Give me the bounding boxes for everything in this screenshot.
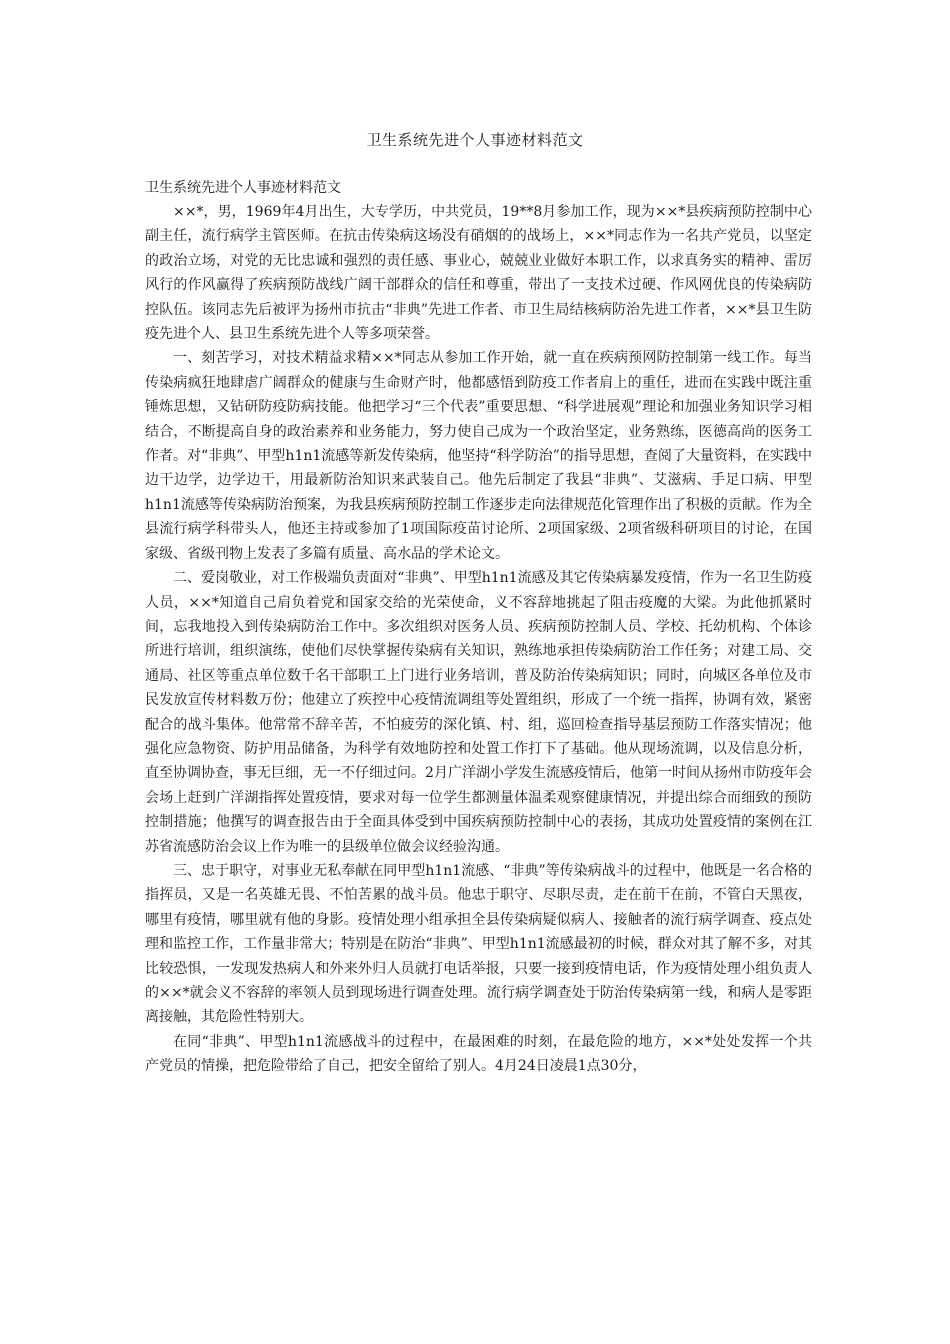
paragraph-section-1: 一、刻苦学习，对技术精益求精××*同志从参加工作开始，就一直在疾病预网防控制第一线工作。每当传染病疯狂地肆虐广阔群众的健康与生命财产时，他都感悟到防疫工作者肩上的重任，进而在实践中既注重锤炼思想，又钻研防疫防病技能。他把学习“三个代表”重要思想、“科学进展观”理论和加强业务知识学习相结合，不断提高自身的政治素养和业务能力，努力使自己成为一个政治坚定，业务熟练，医德高尚的医务工作者。对“非典”、甲型h1n1流感等新发传染病，他坚持“科学防治”的指导思想，查阅了大量资料，在实践中边干边学，边学边干，用最新防治知识来武装自己。他先后制定了我县“非典”、艾滋病、手足口病、甲型h1n1流感等传染病防治预案，为我县疾病预防控制工作逐步走向法律规范化管理作出了积极的贡献。作为全县流行病学科带头人，他还主持或参加了1项国际疫苗讨论所、2项国家级、2项省级科研项目的讨论，在国家级、省级刊物上发表了多篇有质量、高水品的学术论文。 [145,350,812,562]
document-title: 卫生系统先进个人事迹材料范文 [366,131,584,149]
document-body [145,176,812,1079]
document-subtitle: 卫生系统先进个人事迹材料范文 [145,180,341,196]
paragraph-intro: ××*，男，1969年4月出生，大专学历，中共党员，19**8月参加工作，现为××*县疾病预防控制中心副主任，流行病学主管医师。在抗击传染病这场没有硝烟的的战场上，××*同志作为一名共产党员，以坚定的政治立场，对党的无比忠诚和强烈的责任感、事业心，兢兢业业做好本职工作，以求真务实的精神、雷厉风行的作风赢得了疾病预防战线广阔干部群众的信任和尊重，带出了一支技术过硬、作风网优良的传染病防控队伍。该同志先后被评为扬州市抗击“非典”先进工作者、市卫生局结核病防治先进工作者，××*县卫生防疫先进个人、县卫生系统先进个人等多项荣誉。 [145,204,812,343]
paragraph-section-2: 二、爱岗敬业，对工作极端负责面对“非典”、甲型h1n1流感及其它传染病暴发疫情，作为一名卫生防疫人员，××*知道自己肩负着党和国家交给的光荣使命，义不容辞地挑起了阻击疫魔的大梁。为此他抓紧时间，忘我地投入到传染病防治工作中。多次组织对医务人员、疾病预防控制人员、学校、托幼机构、个体诊所进行培训，组织演练，使他们尽快掌握传染病有关知识，熟练地承担传染病防治工作任务；对建工局、交通局、社区等重点单位数千名干部职工上门进行业务培训，普及防治传染病知识；同时，向城区各单位及市民发放宣传材料数万份；他建立了疾控中心疫情流调组等处置组织，形成了一个统一指挥，协调有效，紧密配合的战斗集体。他常常不辞辛苦，不怕疲劳的深化镇、村、组，巡回检查指导基层预防工作落实情况；他强化应急物资、防护用品储备，为科学有效地防控和处置工作打下了基础。他从现场流调，以及信息分析，直至协调协查，事无巨细，无一不仔细过问。2月广洋湖小学发生流感疫情后，他第一时间从扬州市防疫年会会场上赶到广洋湖指挥处置疫情，要求对每一位学生都测量体温柔观察健康情况，并提出综合而细致的预防控制措施；他撰写的调查报告由于全面具体受到中国疾病预防控制中心的表扬，其成功处置疫情的案例在江苏省流感防治会议上作为唯一的县级单位做会议经验沟通。 [145,570,812,855]
paragraph-closing: 在同“非典”、甲型h1n1流感战斗的过程中，在最困难的时刻，在最危险的地方，××*处处发挥一个共产党员的情操，把危险带给了自己，把安全留给了别人。4月24日凌晨1点30分， [145,1033,812,1075]
paragraph-section-3: 三、忠于职守，对事业无私奉献在同甲型h1n1流感、“非典”等传染病战斗的过程中，他既是一名合格的指挥员，又是一名英雄无畏、不怕苦累的战斗员。他忠于职守、尽职尽责，走在前干在前，不管白天黑夜，哪里有疫情，哪里就有他的身影。疫情处理小组承担全县传染病疑似病人、接触者的流行病学调查、疫点处理和监控工作，工作量非常大；特别是在防治“非典”、甲型h1n1流感最初的时候，群众对其了解不多，对其比较恐惧，一发现发热病人和外来外归人员就打电话举报，只要一接到疫情电话，作为疫情处理小组负责人的××*就会义不容辞的率领人员到现场进行调查处理。流行病学调查处于防治传染病第一线，和病人是零距离接触，其危险性特别大。 [145,862,812,1026]
